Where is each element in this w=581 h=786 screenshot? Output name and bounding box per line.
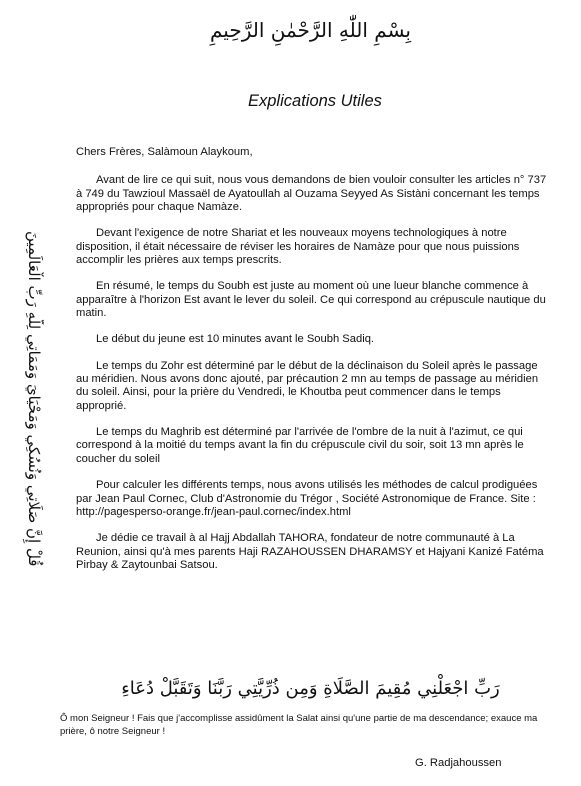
basmala-heading: بِسْمِ اللّٰهِ الرَّحْمٰنِ الرَّحِيمِ [209, 18, 411, 42]
page-title: Explications Utiles [248, 92, 382, 110]
paragraph-dedication: Je dédie ce travail à al Hajj Abdallah TAHORA, fondateur de notre communauté à La Reunion, ainsi qu'à mes parents Haji RAZAHOUSSEN DHARAMSY et Hajyani Kanizé Fatéma Pirbay & Zaytounbai Satsou. [76, 532, 544, 571]
paragraph-consult-articles: Avant de lire ce qui suit, nous vous demandons de bien vouloir consulter les articles n° 737 à 749 du Tawzioul Massaël de Ayatoullah al Ouzama Seyyed As Sistàni concernant les temps appropriés pour chaque Namàze. [76, 174, 547, 214]
paragraph-maghrib-time: Le temps du Maghrib est déterminé par l'arrivée de l'ombre de la nuit à l'azimut, ce qui correspond à la moitié du temps avant la fin du crépuscule civil du soir, soit 13 mn après le coucher du soleil [76, 426, 524, 465]
paragraph-shariat-revision: Devant l'exigence de notre Shariat et les nouveaux moyens technologiques à notre disposition, il était nécessaire de réviser les horaires de Namàze pour que nous puissions accomplir les prières aux temps prescrits. [76, 227, 520, 267]
letter-greeting: Chers Frères, Salàmoun Alaykoum, [76, 146, 253, 158]
paragraph-fast-start: Le début du jeune est 10 minutes avant le Soubh Sadiq. [96, 333, 375, 346]
verse-translation: Ô mon Seigneur ! Fais que j'accomplisse assidûment la Salat ainsi qu'une partie de ma descendance; exauce ma prière, ô notre Seigneur ! [60, 713, 538, 737]
paragraph-calculation-method: Pour calculer les différents temps, nous avons utilisés les méthodes de calcul prodiguées par Jean Paul Cornec, Club d'Astronomie du Trégor , Société Astronomique de France. Site : http://pagesperso-orange.fr/jean-paul.cornec/index.html [76, 479, 538, 518]
signature: G. Radjahoussen [415, 757, 502, 769]
paragraph-soubh-time: En résumé, le temps du Soubh est juste au moment où une lueur blanche commence à apparaître à l'horizon Est avant le lever du soleil. Ce qui correspond au crépuscule nautique du matin. [76, 280, 546, 320]
paragraph-zohr-time: Le temps du Zohr est déterminé par le début de la déclinaison du Soleil après le passage au méridien. Nous avons donc ajouté, par précaution 2 mn au temps de passage au méridien du soleil. Ainsi, pour la prière du Vendredi, le Khoutba peut commencer dans le temps approprié. [76, 359, 539, 412]
side-quran-verse: قُلْ إِنَّ صَلَاتِي وَنُسُكِي وَمَحْيَايَ وَمَمَاتِي لِلَّهِ رَبِّ الْعَالَمِينَ [25, 230, 43, 566]
letter-body [76, 146, 548, 585]
closing-quran-verse: رَبِّ اجْعَلْنِي مُقِيمَ الصَّلَاةِ وَمِن ذُرِّيَّتِي رَبَّنَا وَتَقَبَّلْ دُعَاءِ [121, 678, 500, 699]
